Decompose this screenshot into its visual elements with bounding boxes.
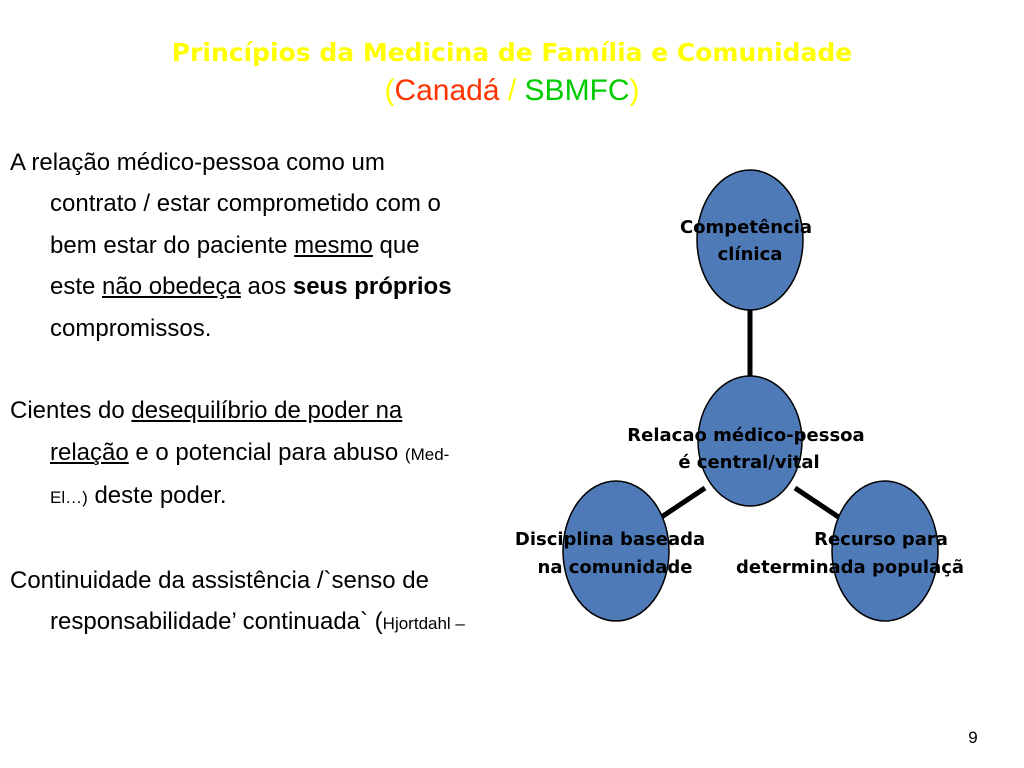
connector-right xyxy=(795,488,840,518)
p2-text-1: Cientes do xyxy=(10,397,132,425)
p1-text-2: que este xyxy=(50,231,420,301)
p3-small: Hjortdahl – xyxy=(382,614,465,634)
node-left-circle xyxy=(563,481,669,621)
right-label-line1: Recurso para xyxy=(814,529,948,550)
body-text xyxy=(10,142,470,645)
p2-small: (Med-El…) xyxy=(50,444,450,508)
slide-title: Princípios da Medicina de Família e Comunidade xyxy=(171,38,853,67)
top-label-line2: clínica xyxy=(717,244,783,265)
slide-subtitle xyxy=(0,74,1024,108)
connector-left xyxy=(660,488,705,518)
p1-text-1: A relação médico-pessoa como um contrato / estar comprometido com o bem estar do paciente xyxy=(10,149,441,259)
p3-text-1: Continuidade da assistência /`senso de responsabilidade’ continuada` ( xyxy=(10,567,429,636)
p1-underline-2: não obedeça xyxy=(102,273,241,301)
center-label-line2: é central/vital xyxy=(678,452,820,473)
p1-bold: seus próprios xyxy=(292,273,452,301)
center-label-line1: Relacao médico-pessoa xyxy=(627,425,865,446)
subtitle-canada: Canadá xyxy=(394,74,500,107)
top-label-line1: Competência xyxy=(679,217,813,238)
page-number: 9 xyxy=(968,728,978,747)
p1-underline-1: mesmo xyxy=(294,231,373,259)
subtitle-separator: / xyxy=(499,74,525,107)
node-top-circle xyxy=(697,170,803,310)
p2-text-3: deste poder. xyxy=(87,482,227,510)
principles-diagram xyxy=(470,160,1024,630)
subtitle-close-paren: ) xyxy=(629,74,640,107)
p2-text-2: e o potencial para abuso xyxy=(128,438,405,466)
left-label-line1: Disciplina baseada xyxy=(514,529,706,550)
p1-text-3: aos xyxy=(240,273,293,301)
subtitle-open-paren: ( xyxy=(384,74,395,107)
node-right-circle xyxy=(832,481,938,621)
paragraph-relationship xyxy=(10,142,470,349)
p1-text-4: compromissos. xyxy=(50,314,212,342)
left-label-line2: na comunidade xyxy=(537,557,693,578)
right-label-line2: determinada populaçã xyxy=(736,557,965,578)
paragraph-continuity xyxy=(10,560,470,645)
subtitle-sbmfc: SBMFC xyxy=(524,74,630,107)
paragraph-power-imbalance xyxy=(10,390,470,518)
p2-underline: desequilíbrio de poder na relação xyxy=(50,397,403,466)
